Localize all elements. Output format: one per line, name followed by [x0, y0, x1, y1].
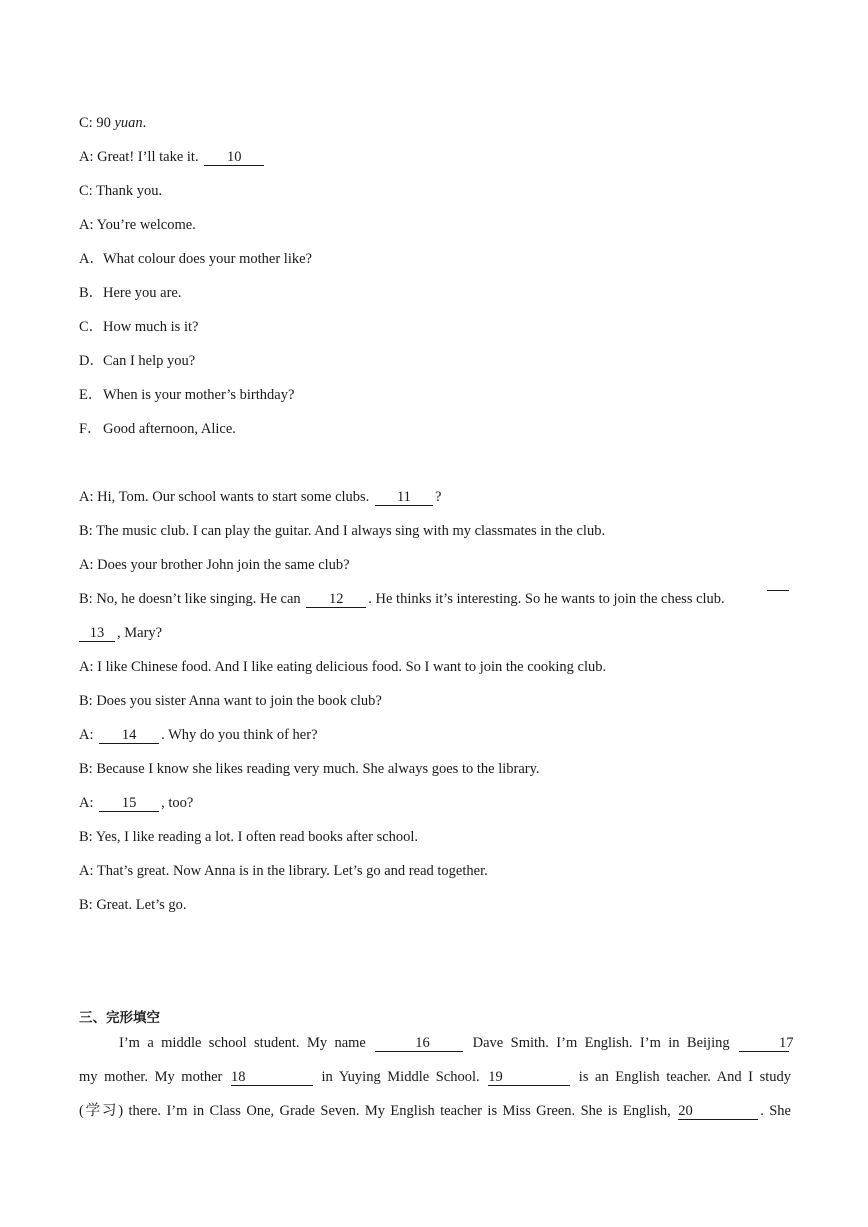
dialogue-line: B: Does you sister Anna want to join the book club? [79, 693, 382, 709]
para-text: . She [760, 1103, 791, 1119]
option-item [79, 352, 195, 370]
line-text: C: 90 [79, 115, 115, 131]
dialogue-line [79, 590, 791, 608]
answer-blank-19[interactable]: 19 [488, 1070, 570, 1086]
dialogue-line: B: Because I know she likes reading very much. She always goes to the library. [79, 761, 540, 777]
para-text: my mother. My mother [79, 1069, 229, 1085]
line-italic-text: yuan [114, 115, 143, 131]
para-text: is an English teacher. And I study [572, 1069, 792, 1085]
answer-blank-17[interactable]: 17 [739, 1036, 789, 1052]
option-letter: F． [79, 421, 102, 437]
para-text: (学习) there. I’m in Class One, Grade Seven. My English teacher is Miss Green. She is English, [79, 1103, 677, 1119]
option-letter: B． [79, 285, 104, 301]
line-text: B: No, he doesn’t like singing. He can [79, 591, 305, 607]
option-letter: E． [79, 387, 103, 403]
dialogue-line: A: I like Chinese food. And I like eating delicious food. So I want to join the cooking club. [79, 659, 607, 675]
line-text: A: [79, 727, 98, 743]
line-text: , too? [161, 795, 194, 811]
dialogue-line: A: That’s great. Now Anna is in the library. Let’s go and read together. [79, 863, 488, 879]
paragraph-line [79, 1094, 791, 1128]
option-text: When is your mother’s birthday? [103, 387, 295, 403]
option-letter: D． [79, 353, 104, 369]
option-item [79, 386, 294, 404]
option-item [79, 420, 236, 438]
answer-blank-20[interactable]: 20 [678, 1104, 758, 1120]
dialogue-line: B: Great. Let’s go. [79, 897, 187, 913]
para-text: I’m a middle school student. My name [119, 1035, 374, 1051]
line-text: . Why do you think of her? [161, 727, 318, 743]
option-text: Good afternoon, Alice. [103, 421, 236, 437]
option-item [79, 318, 198, 336]
dialogue-line [79, 148, 266, 166]
option-item [79, 250, 312, 268]
answer-blank-11[interactable]: 11 [375, 490, 433, 506]
dialogue-line [79, 726, 318, 744]
option-item [79, 284, 182, 302]
dialogue-line: A: You’re welcome. [79, 217, 196, 233]
line-text: A: Hi, Tom. Our school wants to start some clubs. [79, 489, 373, 505]
answer-blank-18[interactable]: 18 [231, 1070, 313, 1086]
answer-blank-14[interactable]: 14 [99, 728, 159, 744]
answer-blank-13[interactable]: 13 [79, 626, 115, 642]
paragraph-line [79, 1060, 791, 1094]
option-text: What colour does your mother like? [103, 251, 312, 267]
line-text: A: Great! I’ll take it. [79, 149, 203, 165]
answer-blank-10[interactable]: 10 [204, 150, 264, 166]
answer-blank-16[interactable]: 16 [375, 1036, 463, 1052]
line-text: . [142, 115, 147, 131]
dialogue-line: A: Does your brother John join the same club? [79, 557, 350, 573]
dialogue-line: B: The music club. I can play the guitar. And I always sing with my classmates in the club. [79, 523, 606, 539]
para-text: in Yuying Middle School. [314, 1069, 487, 1085]
answer-blank-13-start[interactable] [767, 590, 789, 591]
section-title: 三、完形填空 [79, 1010, 160, 1026]
dialogue-line: C: Thank you. [79, 183, 163, 199]
line-text: A: [79, 795, 98, 811]
dialogue-line [79, 488, 441, 506]
option-text: Here you are. [103, 285, 182, 301]
option-letter: C． [79, 319, 104, 335]
dialogue-line: B: Yes, I like reading a lot. I often read books after school. [79, 829, 419, 845]
line-text: , Mary? [117, 625, 163, 641]
option-letter: A． [79, 251, 104, 267]
line-text: ? [434, 489, 442, 505]
option-text: How much is it? [103, 319, 199, 335]
answer-blank-15[interactable]: 15 [99, 796, 159, 812]
line-text: . He thinks it’s interesting. So he wants to join the chess club. [368, 591, 725, 607]
option-text: Can I help you? [103, 353, 196, 369]
dialogue-line [79, 114, 146, 132]
dialogue-line [79, 624, 162, 642]
answer-blank-12[interactable]: 12 [306, 592, 366, 608]
dialogue-line [79, 794, 193, 812]
paragraph-line [79, 1026, 794, 1060]
para-text: Dave Smith. I’m English. I’m in Beijing [465, 1035, 737, 1051]
